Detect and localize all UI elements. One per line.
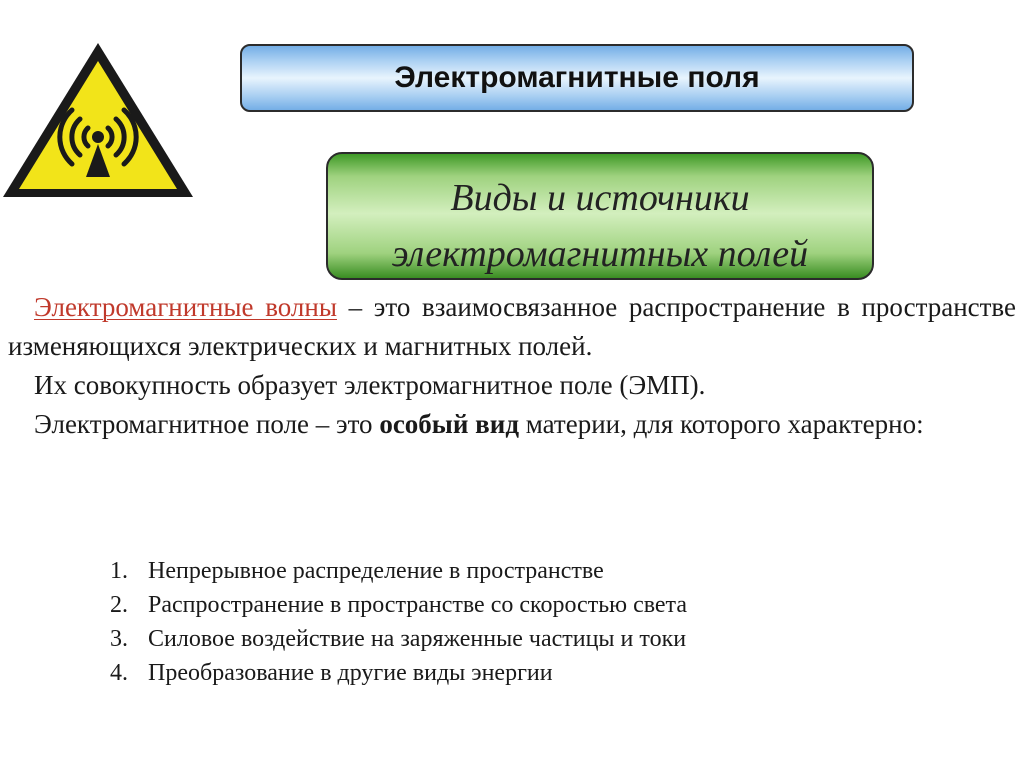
title-banner — [240, 44, 914, 112]
list-item-number: 2. — [110, 592, 128, 618]
properties-list — [110, 554, 687, 690]
subtitle-box — [326, 152, 874, 280]
body-text — [8, 288, 1016, 444]
list-item — [110, 622, 687, 656]
field-def-after: материи, для которого характерно: — [518, 409, 924, 439]
page-title: Электромагнитные поля — [394, 61, 760, 94]
field-definition-paragraph — [8, 405, 1016, 444]
list-item — [110, 588, 687, 622]
subtitle-line-2: электромагнитных полей — [391, 233, 809, 275]
radiation-warning-triangle-icon — [0, 40, 196, 200]
field-def-before: Электромагнитное поле – это — [34, 409, 380, 439]
list-item — [110, 554, 687, 588]
subtitle-line-1: Виды и источники — [450, 177, 750, 219]
definition-paragraph — [8, 288, 1016, 366]
term-electromagnetic-waves: Электромагнитные волны — [34, 292, 337, 322]
totality-sentence: Их совокупность образует электромагнитное поле (ЭМП). — [34, 370, 706, 400]
list-item-text: Преобразование в другие виды энергии — [148, 660, 553, 686]
list-item-text: Непрерывное распределение в пространстве — [148, 558, 604, 584]
list-item-text: Силовое воздействие на заряженные частицы и токи — [148, 626, 687, 652]
list-item — [110, 656, 687, 690]
list-item-text: Распространение в пространстве со скоростью света — [148, 592, 687, 618]
field-def-bold: особый вид — [379, 409, 519, 439]
list-item-number: 1. — [110, 558, 128, 584]
list-item-number: 4. — [110, 660, 128, 686]
definition-rest: – это взаимосвязанное распространение в пространстве изменяющихся электрических и магнитных полей. — [8, 292, 1017, 361]
totality-paragraph — [8, 366, 1016, 405]
list-item-number: 3. — [110, 626, 128, 652]
